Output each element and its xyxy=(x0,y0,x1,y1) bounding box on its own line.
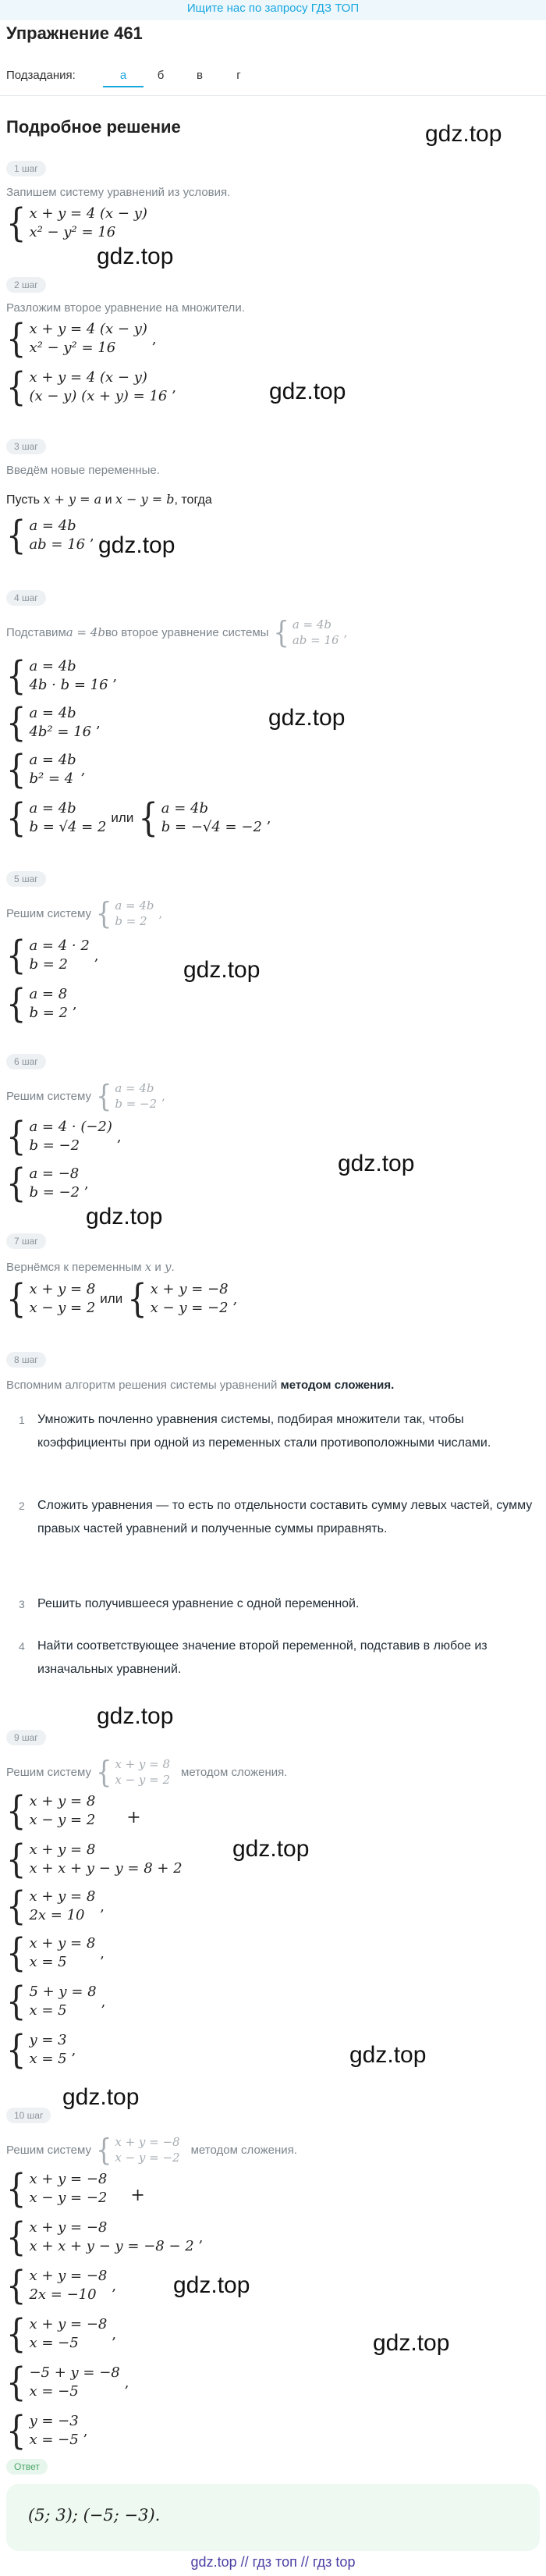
comma: , xyxy=(158,906,163,920)
equation: a = 4b xyxy=(66,625,105,639)
equation: x² − y² = 16 xyxy=(29,224,116,240)
equation: x + y = a xyxy=(43,492,102,507)
equation-system: { a = 4b b = 2 , xyxy=(95,895,163,931)
equation: b = 2 xyxy=(29,1005,68,1021)
step-badge: 4 шаг xyxy=(6,590,46,606)
equation: x + y = −8 xyxy=(115,2135,180,2149)
equation: a = 8 xyxy=(29,986,68,1002)
equation-system: { x + y = −8 x − y = −2 + xyxy=(6,2166,145,2211)
equation-system: { 5 + y = 8 x = 5 , xyxy=(6,1979,106,2024)
equation: b² = 4 xyxy=(29,770,74,787)
equation: x − y = 2 xyxy=(115,1773,171,1787)
list-item xyxy=(6,1408,537,1483)
equation: x + y = 8 xyxy=(29,1935,96,1952)
comma: , xyxy=(101,1993,106,2010)
equation-system: { a = 4 · (−2) b = −2 , xyxy=(6,1114,122,1159)
equation-system: { x + y = 4 (x − y) (x − y) (x + y) = 16 , xyxy=(6,365,177,410)
equation: x = 5 xyxy=(29,2051,67,2067)
equation-system: { a = 4b b² = 4 , xyxy=(6,747,86,792)
equation: b = −2 xyxy=(29,1137,80,1154)
step-badge: 7 шаг xyxy=(6,1233,46,1249)
equation: a = 4b xyxy=(29,658,76,674)
watermark: gdz.top xyxy=(98,532,176,558)
equation: x + y = −8 xyxy=(29,2316,108,2332)
equation: x = 5 xyxy=(29,1954,67,1970)
step-note: Запишем систему уравнений из условия. xyxy=(6,186,231,199)
equation-system: { x + y = 8 x = 5 , xyxy=(6,1930,105,1976)
equation: x + y = 8 xyxy=(29,1841,96,1858)
equation: x = −5 xyxy=(29,2335,79,2351)
equation: x + y = 8 xyxy=(29,1281,96,1297)
equation-system: { x + y = −8 x − y = −2 xyxy=(95,2132,180,2168)
comma: , xyxy=(71,2041,76,2058)
substitution-text xyxy=(6,492,212,507)
equation-system: { x + y = 8 x − y = 2 xyxy=(95,1754,171,1790)
equation-system: { x + y = −8 x = −5 , xyxy=(6,2311,117,2357)
equation-system: { a = −8 b = −2 , xyxy=(6,1161,89,1206)
text: Решим систему xyxy=(6,1765,91,1779)
equation: x = 5 xyxy=(29,2002,67,2019)
text: Решим систему xyxy=(6,906,91,920)
list-text: Сложить уравнения — то есть по отдельности составить сумму левых частей, сумму правых частей уравнений и полученные суммы приравнять. xyxy=(37,1499,533,1535)
equation: (x − y) (x + y) = 16 xyxy=(29,388,168,404)
text: Подставим xyxy=(6,625,66,639)
watermark: gdz.top xyxy=(97,244,174,269)
step-note xyxy=(6,614,348,650)
equation: 4b² = 16 xyxy=(29,724,92,740)
step-note xyxy=(6,1080,165,1112)
equation-system: { x + y = 8 x − y = 2 или { x + y = −8 x − y = −2 , xyxy=(6,1276,238,1322)
equation: b = −2 xyxy=(29,1184,80,1201)
comma: , xyxy=(151,330,157,347)
comma: , xyxy=(198,2229,204,2246)
text: во второе уравнение системы xyxy=(105,625,269,639)
equation-system: { a = 4b ab = 16 , xyxy=(273,614,348,650)
step-note xyxy=(6,895,163,931)
equation: −5 + y = −8 xyxy=(29,2364,120,2381)
text: Вернёмся к переменным xyxy=(6,1261,145,1274)
equation: x + y = 8 xyxy=(29,1793,96,1809)
comma: , xyxy=(80,761,86,778)
watermark: gdz.top xyxy=(268,705,346,731)
equation-system: { x + y = 8 x + x + y − y = 8 + 2 xyxy=(6,1837,183,1882)
equation-system: { −5 + y = −8 x = −5 , xyxy=(6,2360,129,2405)
text: Решим систему xyxy=(6,1089,91,1103)
step-note xyxy=(6,2132,297,2168)
text: и xyxy=(101,493,116,507)
equation-system: { y = 3 x = 5 , xyxy=(6,2027,76,2073)
equation: a = 4b xyxy=(29,705,76,721)
step-note xyxy=(6,1379,394,1392)
comma: , xyxy=(83,2422,88,2439)
watermark: gdz.top xyxy=(173,2272,250,2298)
equation-system: { x + y = 4 (x − y) x² − y² = 16 , xyxy=(6,316,157,361)
step-badge: 8 шаг xyxy=(6,1352,46,1368)
step-note: Введём новые переменные. xyxy=(6,464,160,477)
equation: x = −5 xyxy=(29,2432,79,2448)
exercise-title: Упражнение 461 xyxy=(6,23,143,43)
comma: , xyxy=(116,1128,122,1145)
equation: a = 4b xyxy=(115,898,154,913)
equation: x = −5 xyxy=(29,2383,79,2400)
solution-title: Подробное решение xyxy=(6,117,181,137)
text: , тогда xyxy=(174,493,212,507)
equation-system: { a = 4b 4b² = 16 , xyxy=(6,700,101,745)
equation: x + y = −8 xyxy=(29,2219,108,2236)
watermark: gdz.top xyxy=(338,1151,415,1176)
equation: a = −8 xyxy=(29,1165,80,1182)
equation-system: { a = 4b ab = 16 , xyxy=(6,513,94,558)
equation: a = 4 · 2 xyxy=(29,938,90,954)
comma: , xyxy=(100,1944,105,1962)
comma: , xyxy=(100,1898,105,1915)
equation: b = −√4 = −2 xyxy=(161,819,262,835)
equation: b = 2 xyxy=(115,914,147,928)
equation: a = 4b xyxy=(292,617,332,632)
equation: ab = 16 xyxy=(29,536,86,553)
equation: x + y = 8 xyxy=(115,1757,171,1771)
text: Пусть xyxy=(6,493,44,507)
answer-box xyxy=(6,2484,540,2551)
equation: x² − y² = 16 xyxy=(29,340,116,356)
comma: , xyxy=(232,1290,238,1308)
active-tab-indicator xyxy=(103,86,144,87)
footer-links[interactable]: gdz.top // гдз топ // гдз top xyxy=(190,2554,356,2570)
equation-system: { a = 4b 4b · b = 16 , xyxy=(6,653,118,699)
subtasks-label: Подзадания: xyxy=(6,69,76,82)
step-badge: 5 шаг xyxy=(6,871,46,887)
equation: b = −2 xyxy=(115,1097,158,1111)
equation: 2x = 10 xyxy=(29,1907,85,1923)
tab-a[interactable]: а xyxy=(119,69,127,82)
list-number: 4 xyxy=(19,1640,25,1653)
watermark: gdz.top xyxy=(349,2042,427,2068)
list-item xyxy=(6,1494,537,1569)
step-note: Разложим второе уравнение на множители. xyxy=(6,301,245,315)
text: методом сложения. xyxy=(190,2143,297,2157)
comma: , xyxy=(112,667,118,685)
equation-system: { a = 4 · 2 b = 2 , xyxy=(6,933,99,978)
equation: a = 4b xyxy=(29,800,76,817)
equation: x + x + y − y = −8 − 2 xyxy=(29,2238,194,2254)
tab-b[interactable]: б xyxy=(157,69,165,82)
equation: a = 4 · (−2) xyxy=(29,1119,112,1135)
equation: x + x + y − y = 8 + 2 xyxy=(29,1860,183,1877)
comma: , xyxy=(84,1175,89,1192)
equation: x + y = −8 xyxy=(29,2268,108,2284)
equation: 5 + y = 8 xyxy=(29,1984,97,2000)
equation: x − y = 2 xyxy=(29,1300,96,1316)
plus-sign: + xyxy=(126,1807,141,1827)
tab-v[interactable]: в xyxy=(197,69,203,82)
equation: b = √4 = 2 xyxy=(29,819,107,835)
equation: x + y = 4 (x − y) xyxy=(29,369,147,386)
bold-text: методом сложения. xyxy=(280,1379,395,1392)
subtask-tabs xyxy=(6,66,540,89)
equation: a = 4b xyxy=(29,752,76,768)
text: Решим систему xyxy=(6,2143,91,2157)
step-badge: 1 шаг xyxy=(6,161,46,176)
comma: , xyxy=(72,995,77,1012)
comma: , xyxy=(161,1089,165,1103)
equation: x − y = −2 xyxy=(115,2151,180,2165)
answer-value: (5; 3); (−5; −3). xyxy=(28,2506,161,2524)
comma: , xyxy=(124,2374,129,2391)
equation: 4b · b = 16 xyxy=(29,677,108,693)
equation: b = 2 xyxy=(29,956,68,973)
equation-system: { a = 4b b = −2 , xyxy=(95,1078,165,1114)
or-word: или xyxy=(111,810,134,825)
equation: x + y = 4 (x − y) xyxy=(29,321,147,337)
variable: y xyxy=(164,1260,172,1274)
plus-sign: + xyxy=(130,2185,145,2205)
text: и xyxy=(151,1261,165,1274)
equation: x + y = −8 xyxy=(29,2171,108,2187)
comma: , xyxy=(94,947,99,964)
comma: , xyxy=(343,625,348,639)
comma: , xyxy=(112,2325,117,2343)
comma: , xyxy=(172,379,177,396)
equation: 2x = −10 xyxy=(29,2286,97,2303)
watermark: gdz.top xyxy=(183,957,261,983)
equation-system: { a = 4b b = √4 = 2 или { a = 4b b = −√4 = −2 , xyxy=(6,795,271,841)
comma: , xyxy=(90,527,94,544)
equation-system: { x + y = 4 (x − y) x² − y² = 16 xyxy=(6,201,147,246)
step-note: Вернёмся к переменным x и y. xyxy=(6,1260,175,1274)
equation: ab = 16 xyxy=(292,633,339,647)
equation-system: { x + y = −8 2x = −10 , xyxy=(6,2263,117,2308)
answer-badge: Ответ xyxy=(6,2459,48,2475)
equation: y = 3 xyxy=(29,2032,67,2048)
equation: x − y = 2 xyxy=(29,1812,96,1828)
list-text: Найти соответствующее значение второй переменной, подставив в любое из изначальных уравнений. xyxy=(37,1639,488,1676)
list-item xyxy=(6,1592,537,1617)
equation-system: { x + y = 8 2x = 10 , xyxy=(6,1884,105,1929)
equation: x + y = 4 (x − y) xyxy=(29,205,147,222)
step-badge: 3 шаг xyxy=(6,439,46,454)
equation: y = −3 xyxy=(29,2413,79,2429)
comma: , xyxy=(266,809,271,827)
list-number: 3 xyxy=(19,1598,25,1610)
equation: a = 4b xyxy=(115,1081,154,1095)
watermark: gdz.top xyxy=(269,379,346,404)
equation-system: { a = 8 b = 2 , xyxy=(6,981,77,1026)
list-number: 1 xyxy=(19,1414,25,1426)
equation-system: { x + y = 8 x − y = 2 + xyxy=(6,1788,141,1834)
list-item xyxy=(6,1635,537,1685)
watermark: gdz.top xyxy=(373,2330,450,2356)
list-number: 2 xyxy=(19,1500,25,1512)
or-word: или xyxy=(100,1291,123,1306)
list-text: Решить получившееся уравнение с одной переменной. xyxy=(37,1597,360,1610)
comma: , xyxy=(112,2277,117,2294)
watermark: gdz.top xyxy=(62,2084,140,2110)
equation: a = 4b xyxy=(161,800,209,817)
equation: x − y = −2 xyxy=(150,1300,229,1316)
equation: a = 4b xyxy=(29,518,76,534)
tab-g[interactable]: г xyxy=(236,69,241,82)
watermark: gdz.top xyxy=(425,121,502,147)
equation: x + y = −8 xyxy=(150,1281,229,1297)
list-text: Умножить почленно уравнения системы, подбирая множители так, чтобы коэффициенты при одной из переменных стали противоположными числами. xyxy=(37,1413,491,1450)
equation-system: { y = −3 x = −5 , xyxy=(6,2408,88,2453)
text: Вспомним алгоритм решения системы уравнений xyxy=(6,1379,281,1392)
comma: , xyxy=(96,714,101,731)
watermark: gdz.top xyxy=(86,1204,163,1229)
step-badge: 9 шаг xyxy=(6,1730,46,1745)
step-badge: 10 шаг xyxy=(6,2108,51,2123)
step-badge: 2 шаг xyxy=(6,277,46,293)
equation: x − y = b xyxy=(115,492,175,507)
top-banner xyxy=(0,0,546,20)
watermark: gdz.top xyxy=(232,1836,310,1862)
variable: x xyxy=(144,1260,152,1274)
text: методом сложения. xyxy=(181,1765,288,1779)
step-badge: 6 шаг xyxy=(6,1054,46,1069)
step-note xyxy=(6,1756,287,1788)
banner-link[interactable]: Ищите нас по запросу ГДЗ ТОП xyxy=(186,2,360,15)
equation-system: { x + y = −8 x + x + y − y = −8 − 2 , xyxy=(6,2215,204,2260)
watermark: gdz.top xyxy=(97,1703,174,1729)
divider xyxy=(0,95,546,96)
equation: x + y = 8 xyxy=(29,1888,96,1905)
equation: x − y = −2 xyxy=(29,2190,108,2206)
